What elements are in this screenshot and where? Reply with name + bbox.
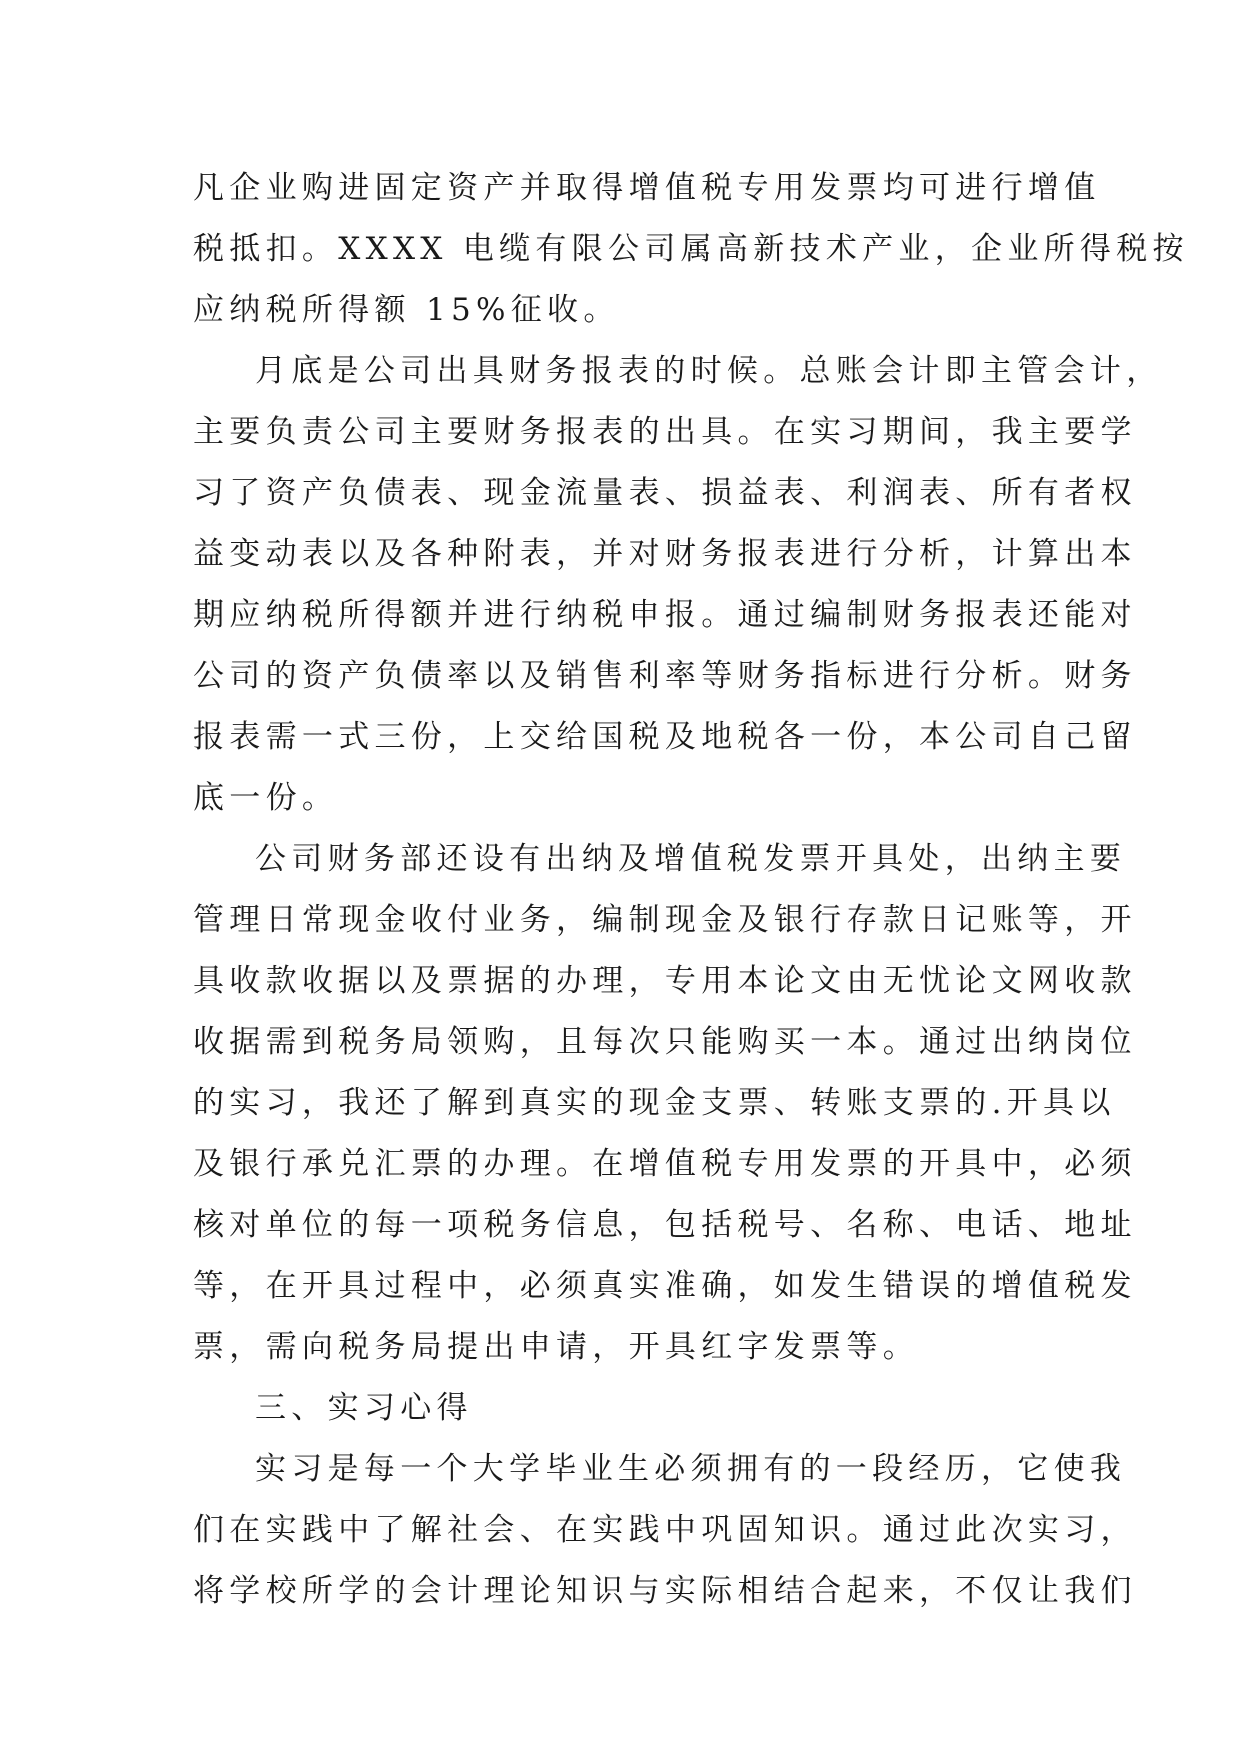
text-line: 报表需一式三份，上交给国税及地税各一份，本公司自己留 (193, 719, 1137, 755)
text-line: 底一份。 (193, 780, 339, 816)
text-line: 收据需到税务局领购，且每次只能购买一本。通过出纳岗位 (193, 1024, 1137, 1060)
text-line: 管理日常现金收付业务，编制现金及银行存款日记账等，开 (193, 902, 1137, 938)
text-line: 月底是公司出具财务报表的时候。总账会计即主管会计， (255, 353, 1163, 389)
text-line: 主要负责公司主要财务报表的出具。在实习期间，我主要学 (193, 414, 1137, 450)
text-line: 的实习，我还了解到真实的现金支票、转账支票的.开具以 (193, 1085, 1116, 1121)
document-body (193, 158, 1189, 1622)
text-line: 公司财务部还设有出纳及增值税发票开具处，出纳主要 (255, 841, 1127, 877)
text-line: 公司的资产负债率以及销售利率等财务指标进行分析。财务 (193, 658, 1137, 694)
text-line: 将学校所学的会计理论知识与实际相结合起来，不仅让我们 (193, 1573, 1137, 1609)
text-line: 期应纳税所得额并进行纳税申报。通过编制财务报表还能对 (193, 597, 1137, 633)
text-line: 实习是每一个大学毕业生必须拥有的一段经历，它使我 (255, 1451, 1127, 1487)
text-line: 等，在开具过程中，必须真实准确，如发生错误的增值税发 (193, 1268, 1137, 1304)
text-line: 凡企业购进固定资产并取得增值税专用发票均可进行增值 (193, 170, 1101, 206)
text-line: 具收款收据以及票据的办理，专用本论文由无忧论文网收款 (193, 963, 1137, 999)
text-line: 及银行承兑汇票的办理。在增值税专用发票的开具中，必须 (193, 1146, 1137, 1182)
text-line: 票，需向税务局提出申请，开具红字发票等。 (193, 1329, 919, 1365)
text-line: 核对单位的每一项税务信息，包括税号、名称、电话、地址 (193, 1207, 1137, 1243)
text-line: 们在实践中了解社会、在实践中巩固知识。通过此次实习， (193, 1512, 1137, 1548)
text-line: 应纳税所得额 15%征收。 (193, 292, 620, 328)
text-line: 税抵扣。XXXX 电缆有限公司属高新技术产业，企业所得税按 (193, 231, 1189, 267)
section-heading: 三、实习心得 (255, 1390, 473, 1426)
text-line: 益变动表以及各种附表，并对财务报表进行分析，计算出本 (193, 536, 1137, 572)
text-line: 习了资产负债表、现金流量表、损益表、利润表、所有者权 (193, 475, 1137, 511)
